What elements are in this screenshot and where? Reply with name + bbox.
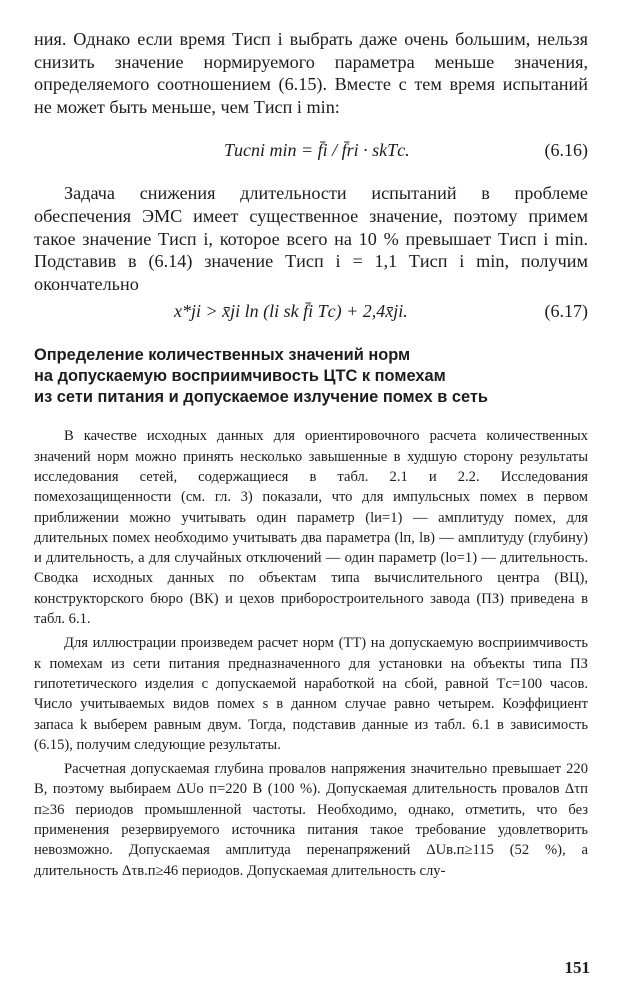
- section-heading-line-2: на допускаемую восприимчивость ЦТС к помехам: [34, 367, 446, 386]
- paragraph-illustration: Для иллюстрации произведем расчет норм (ТТ) на допускаемую восприимчивость к помехам из сети питания предназначенного для установки на объекты типа ПЗ гипотетического изделия с допускаемой наработкой на сбой, равной Tс=100 часов. Число учитываемых видов помех s в данном случае равно четырем. Коэффициент запаса k выберем равным двум. Тогда, подставив данные из табл. 6.1 в зависимость (6.15), получим следующие результаты.: [34, 635, 588, 753]
- equation-6-17-number: (6.17): [544, 301, 588, 322]
- section-heading-line-1: Определение количественных значений норм: [34, 346, 411, 365]
- equation-6-17-expression: x*ji > x̄ji ln (li sk f̄i Tс) + 2,4x̄ji.: [174, 301, 408, 322]
- equation-6-17: [34, 295, 588, 329]
- equation-6-16: [34, 132, 588, 172]
- paragraph-source-data: В качестве исходных данных для ориентировочного расчета количественных значений норм можно принять несколько завышенные в худшую сторону результаты исследования сетей, содержащиеся в табл. 2.1 и 2.2. Исследования помехозащищенности (см. гл. 3) показали, что для импульсных помех в первом приближении можно учитывать один параметр (lи=1) — амплитуду помех, для длительных помех необходимо учитывать два параметра (lп, lв) — амплитуду (глубину) и длительность, а для случайных отключений — один параметр (lо=1) — длительность. Сводка исходных данных по объектам типа вычислительного центра (ВЦ), конструкторского бюро (ВК) и цехов приборостроительного завода (ПЗ) приведена в табл. 6.1.: [34, 428, 588, 628]
- paragraph-calculation: Расчетная допускаемая глубина провалов напряжения значительно превышает 220 В, поэтому выбираем ΔUо п=220 В (100 %). Допускаемая длительность провалов Δτп п≥36 периодов промышленной частоты. Необходимо, однако, отметить, что без применения резервируемого источника питания такое требование удовлетворить невозможно. Допускаемая амплитуда перенапряжений ΔUв.п≥115 (52 %), а длительность Δτв.п≥46 периодов. Допускаемая длительность слу-: [34, 761, 588, 879]
- section-heading-line-3: из сети питания и допускаемое излучение помех в сеть: [34, 388, 488, 407]
- equation-6-16-expression: Tиспi min = f̄i / f̄ri · skTс.: [224, 140, 410, 161]
- paragraph-intro: ния. Однако если время Tисп i выбрать даже очень большим, нельзя снизить значение нормируемого параметра меньше значения, определяемого соотношением (6.15). Вместе с тем время испытаний не может быть меньше, чем Tисп i min:: [34, 29, 588, 117]
- section-heading: [34, 345, 588, 408]
- equation-6-16-number: (6.16): [544, 140, 588, 161]
- page-number: 151: [564, 958, 590, 977]
- paragraph-task: Задача снижения длительности испытаний в проблеме обеспечения ЭМС имеет существенное значение, поэтому примем такое значение Tисп i, которое всего на 10 % превышает Tисп i min. Подставив в (6.14) значение Tисп i = 1,1 Tисп i min, получим окончательно: [34, 183, 588, 294]
- page-content: [34, 28, 588, 881]
